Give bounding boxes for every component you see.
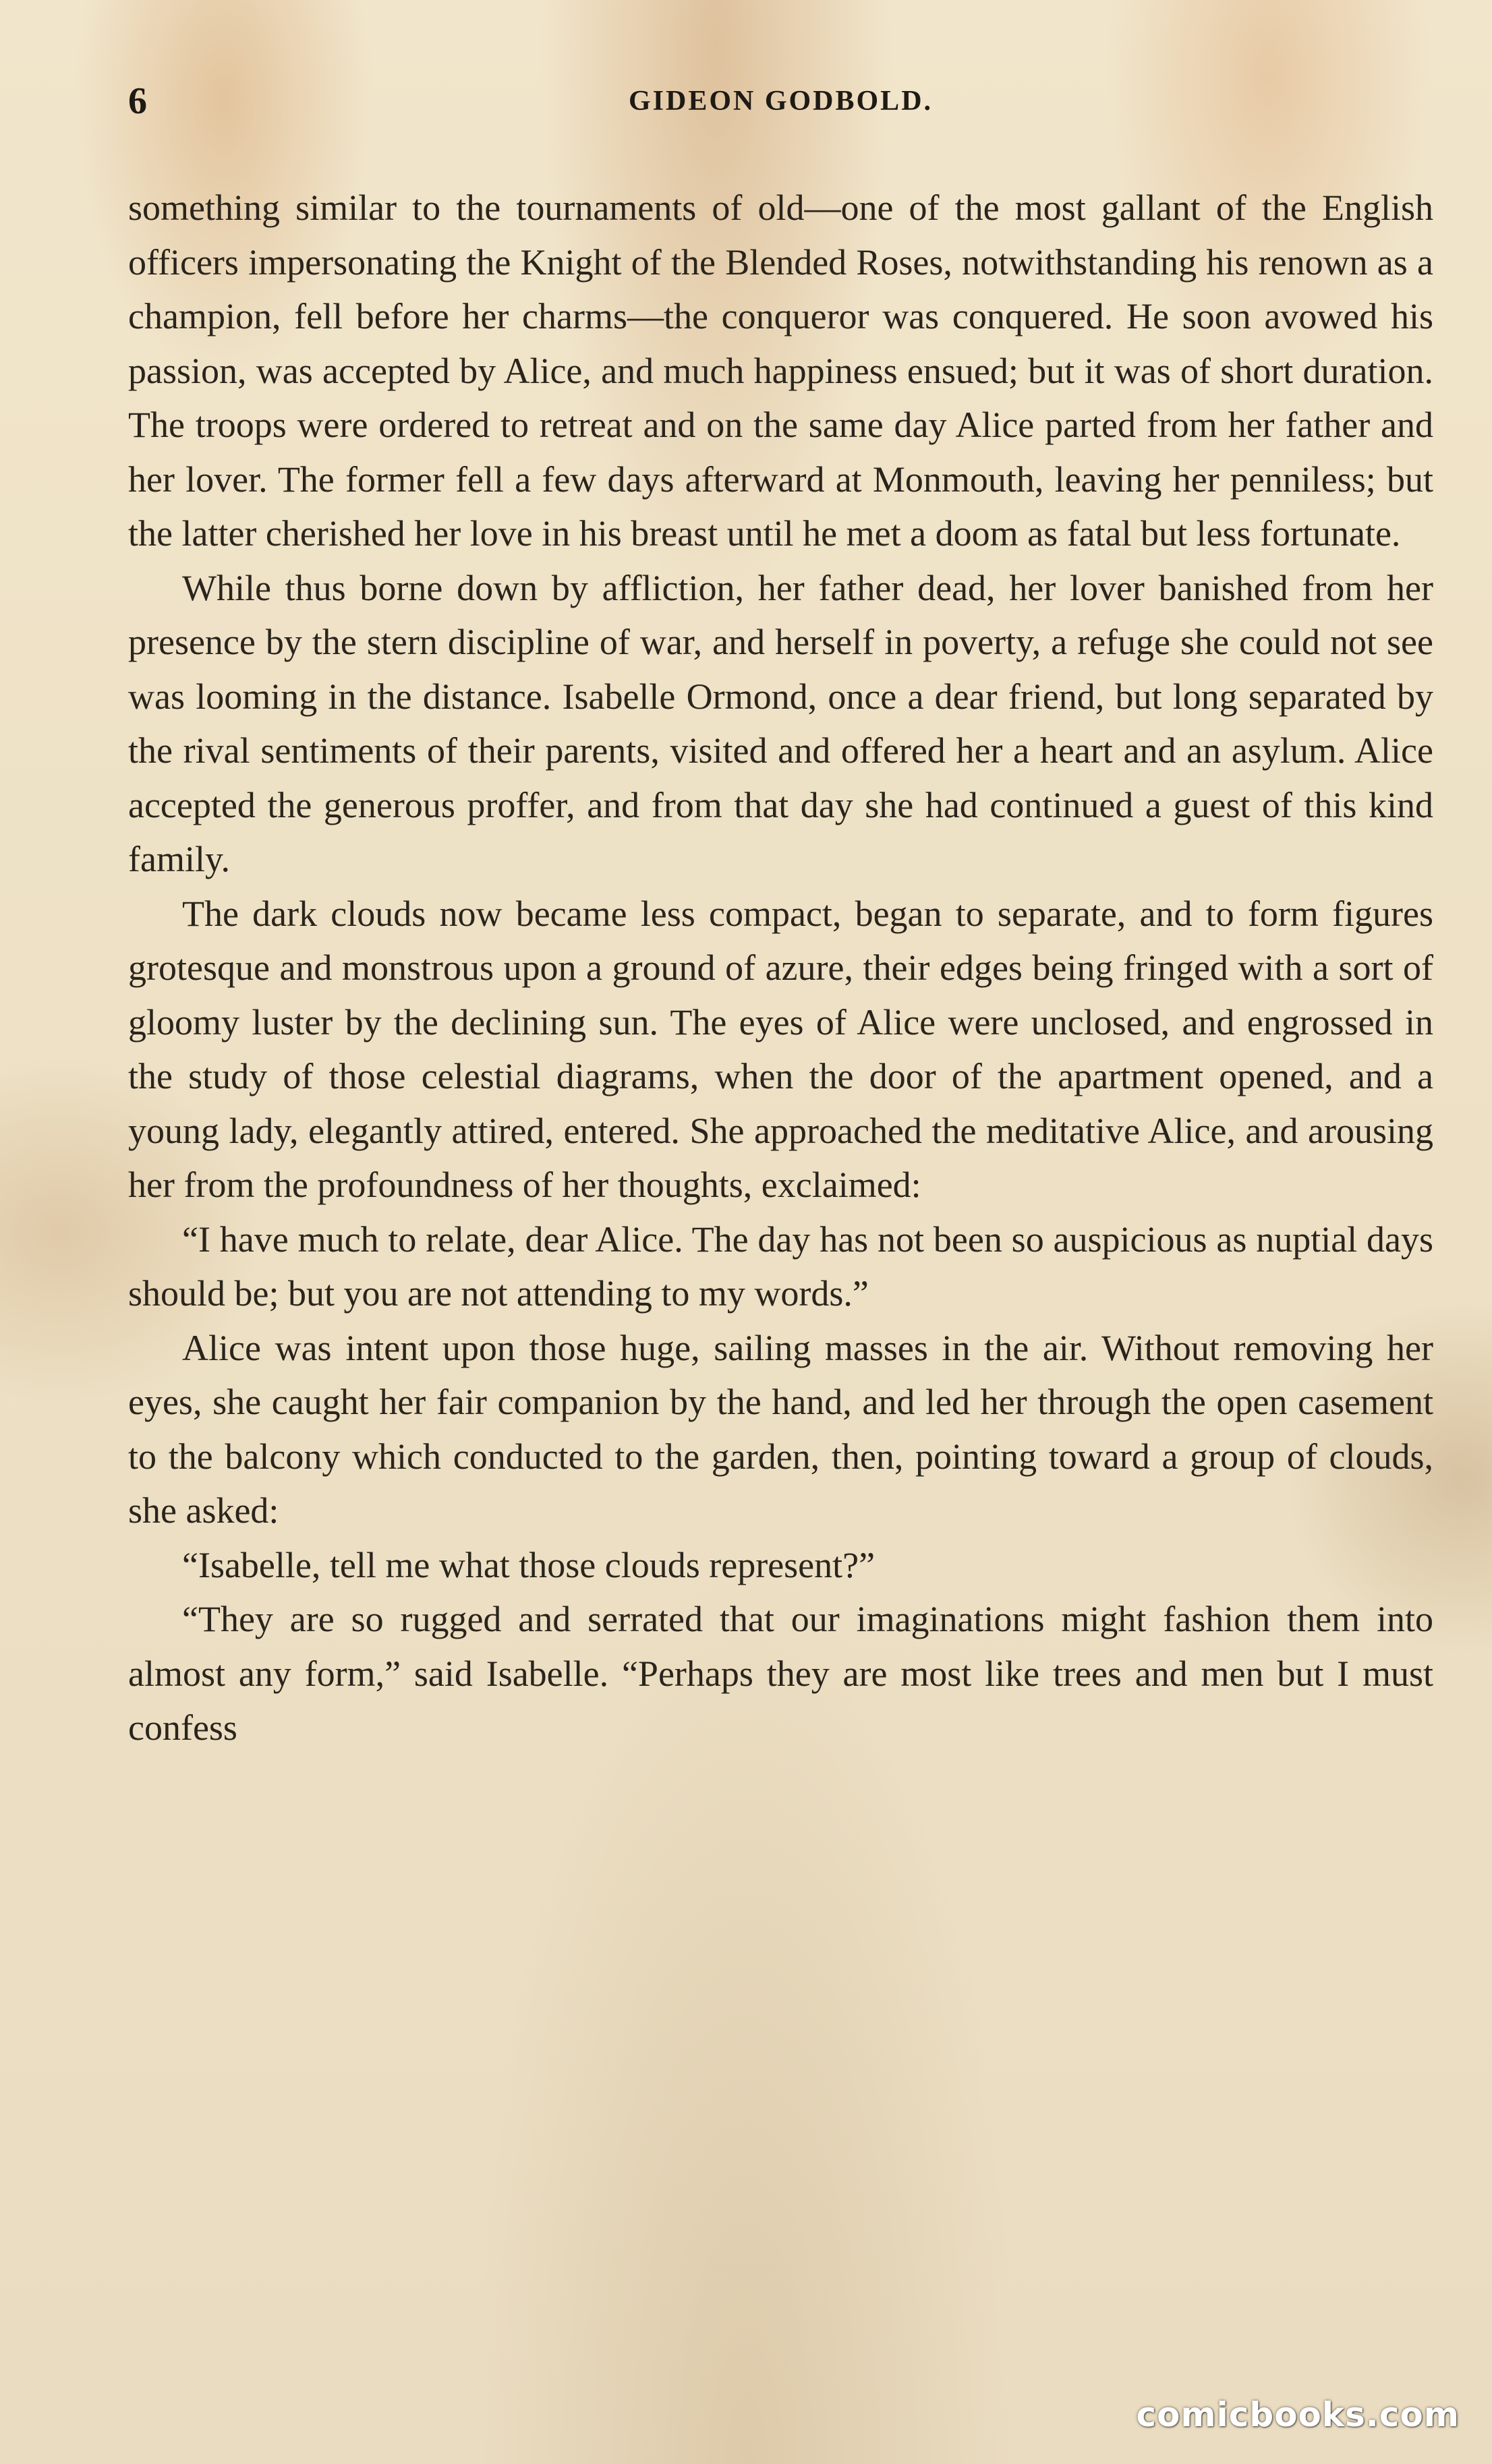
page-header [128,80,1433,127]
paragraph: While thus borne down by affliction, her father dead, her lover banished from her presence by the stern discipline of war, and herself in poverty, a refuge she could not see was looming in the distance. Isabelle Ormond, once a dear friend, but long separated by the rival sentiments of their parents, visited and offered her a heart and an asylum. Alice accepted the generous proffer, and from that day she had continued a guest of this kind family. [128,567,1433,879]
paragraph: “I have much to relate, dear Alice. The day has not been so auspicious as nuptial days should be; but you are not attending to my words.” [128,1219,1433,1314]
paragraph: The dark clouds now became less compact, began to separate, and to form figures grotesque and monstrous upon a ground of azure, their edges being fringed with a sort of gloomy luster by the declining sun. The eyes of Alice were unclosed, and engrossed in the study of those celestial diagrams, when the door of the apartment opened, and a young lady, elegantly attired, entered. She approached the meditative Alice, and arousing her from the profoundness of her thoughts, exclaimed: [128,893,1433,1205]
running-title: GIDEON GODBOLD. [628,86,934,117]
paragraph: Alice was intent upon those huge, sailing masses in the air. Without removing her eyes, she caught her fair companion by the hand, and led her through the open casement to the balcony which conducted to the garden, then, pointing toward a group of clouds, she asked: [128,1327,1433,1531]
paragraph: “They are so rugged and serrated that our imaginations might fashion them into almost any form,” said Isabelle. “Perhaps they are most like trees and men but I must confess [128,1599,1433,1748]
paragraph: “Isabelle, tell me what those clouds represent?” [182,1544,876,1585]
watermark: comicbooks.com [1136,2395,1460,2434]
body-text [128,181,1433,1755]
page-number: 6 [128,80,147,122]
paragraph: something similar to the tournaments of old—one of the most gallant of the English officers impersonating the Knight of the Blended Roses, notwithstanding his renown as a champion, fell before her charms—the conqueror was conquered. He soon avowed his passion, was accepted by Alice, and much happiness ensued; but it was of short duration. The troops were ordered to retreat and on the same day Alice parted from her father and her lover. The former fell a few days afterward at Monmouth, leaving her penniless; but the latter cherished her love in his breast until he met a doom as fatal but less fortunate. [128,187,1433,554]
